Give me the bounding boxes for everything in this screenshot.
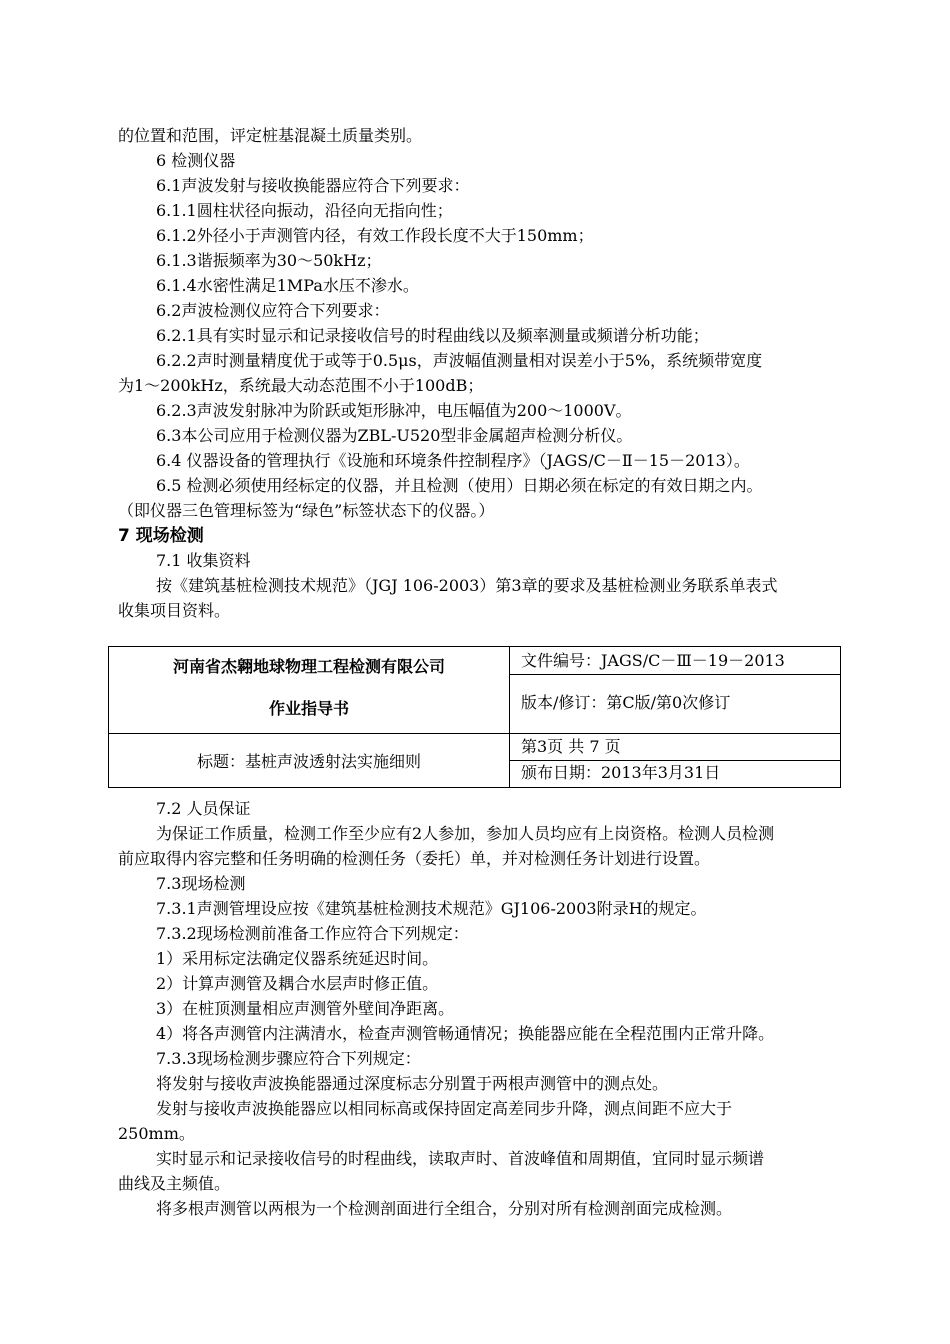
text-line: 4）将各声测管内注满清水，检查声测管畅通情况；换能器应能在全程范围内正常升降。 — [156, 1024, 775, 1043]
text-line: 7.3.3现场检测步骤应符合下列规定： — [156, 1049, 421, 1068]
text-line: （即仪器三色管理标签为“绿色”标签状态下的仪器。） — [118, 501, 495, 520]
text-line: 按《建筑基桩检测技术规范》（JGJ 106-2003）第3章的要求及基桩检测业务联系单表式 — [156, 576, 778, 595]
text-line: 为1～200kHz，系统最大动态范围不小于100dB； — [118, 376, 484, 395]
text-line: 250mm。 — [118, 1124, 195, 1143]
document-header-table — [108, 646, 841, 788]
text-line: 实时显示和记录接收信号的时程曲线，读取声时、首波峰值和周期值，宜同时显示频谱 — [156, 1149, 765, 1168]
text-line: 6.4 仪器设备的管理执行《设施和环境条件控制程序》（JAGS/C－Ⅱ－15－2013）。 — [156, 451, 750, 470]
text-line: 发射与接收声波换能器应以相同标高或保持固定高差同步升降，测点间距不应大于 — [156, 1099, 733, 1118]
text-line: 7.3.1声测管埋设应按《建筑基桩检测技术规范》GJ106-2003附录H的规定。 — [156, 899, 707, 918]
text-line: 为保证工作质量，检测工作至少应有2人参加，参加人员均应有上岗资格。检测人员检测 — [156, 824, 775, 843]
text-line: 前应取得内容完整和任务明确的检测任务（委托）单，并对检测任务计划进行设置。 — [118, 849, 711, 868]
section-7-heading: 7 现场检测 — [118, 526, 204, 546]
version-revision: 版本/修订：第C版/第0次修订 — [521, 693, 731, 712]
text-line: 的位置和范围，评定桩基混凝土质量类别。 — [118, 126, 423, 145]
table-divider — [509, 647, 510, 787]
text-line: 2）计算声测管及耦合水层声时修正值。 — [156, 974, 439, 993]
text-line: 6.2.2声时测量精度优于或等于0.5μs，声波幅值测量相对误差小于5%，系统频带宽度 — [156, 351, 763, 370]
text-line: 6.1声波发射与接收换能器应符合下列要求： — [156, 176, 470, 195]
text-line: 6.1.1圆柱状径向振动，沿径向无指向性； — [156, 201, 453, 220]
text-line: 7.3现场检测 — [156, 874, 246, 893]
doc-type: 作业指导书 — [268, 699, 349, 718]
text-line: 1）采用标定法确定仪器系统延迟时间。 — [156, 949, 439, 968]
text-line: 6.2.1具有实时显示和记录接收信号的时程曲线以及频率测量或频谱分析功能； — [156, 326, 709, 345]
text-line: 6.1.4水密性满足1MPa水压不渗水。 — [156, 276, 419, 295]
text-line: 曲线及主频值。 — [118, 1174, 231, 1193]
text-line: 6.2声波检测仪应符合下列要求： — [156, 301, 390, 320]
text-line: 7.2 人员保证 — [156, 799, 251, 818]
text-line: 6.5 检测必须使用经标定的仪器，并且检测（使用）日期必须在标定的有效日期之内。 — [156, 476, 763, 495]
text-line: 收集项目资料。 — [118, 601, 231, 620]
table-divider — [109, 733, 509, 734]
text-line: 将发射与接收声波换能器通过深度标志分别置于两根声测管中的测点处。 — [156, 1074, 669, 1093]
issue-date: 颁布日期：2013年3月31日 — [521, 763, 721, 782]
text-line: 6.3本公司应用于检测仪器为ZBL-U520型非金属超声检测分析仪。 — [156, 426, 633, 445]
text-line: 7.1 收集资料 — [156, 551, 251, 570]
table-divider — [509, 674, 841, 675]
section-6-title: 6 检测仪器 — [156, 151, 236, 170]
document-title: 标题：基桩声波透射法实施细则 — [196, 752, 421, 771]
file-number: 文件编号：JAGS/C－Ⅲ－19－2013 — [521, 651, 785, 670]
text-line: 6.2.3声波发射脉冲为阶跃或矩形脉冲，电压幅值为200～1000V。 — [156, 401, 632, 420]
text-line: 6.1.2外径小于声测管内径，有效工作段长度不大于150mm； — [156, 226, 594, 245]
text-line: 3）在桩顶测量相应声测管外壁间净距离。 — [156, 999, 455, 1018]
text-line: 6.1.3谐振频率为30～50kHz； — [156, 251, 382, 270]
text-line: 将多根声测管以两根为一个检测剖面进行全组合，分别对所有检测剖面完成检测。 — [156, 1199, 733, 1218]
text-line: 7.3.2现场检测前准备工作应符合下列规定： — [156, 924, 469, 943]
company-name: 河南省杰翱地球物理工程检测有限公司 — [172, 657, 445, 676]
page-info: 第3页 共 7 页 — [521, 737, 621, 756]
